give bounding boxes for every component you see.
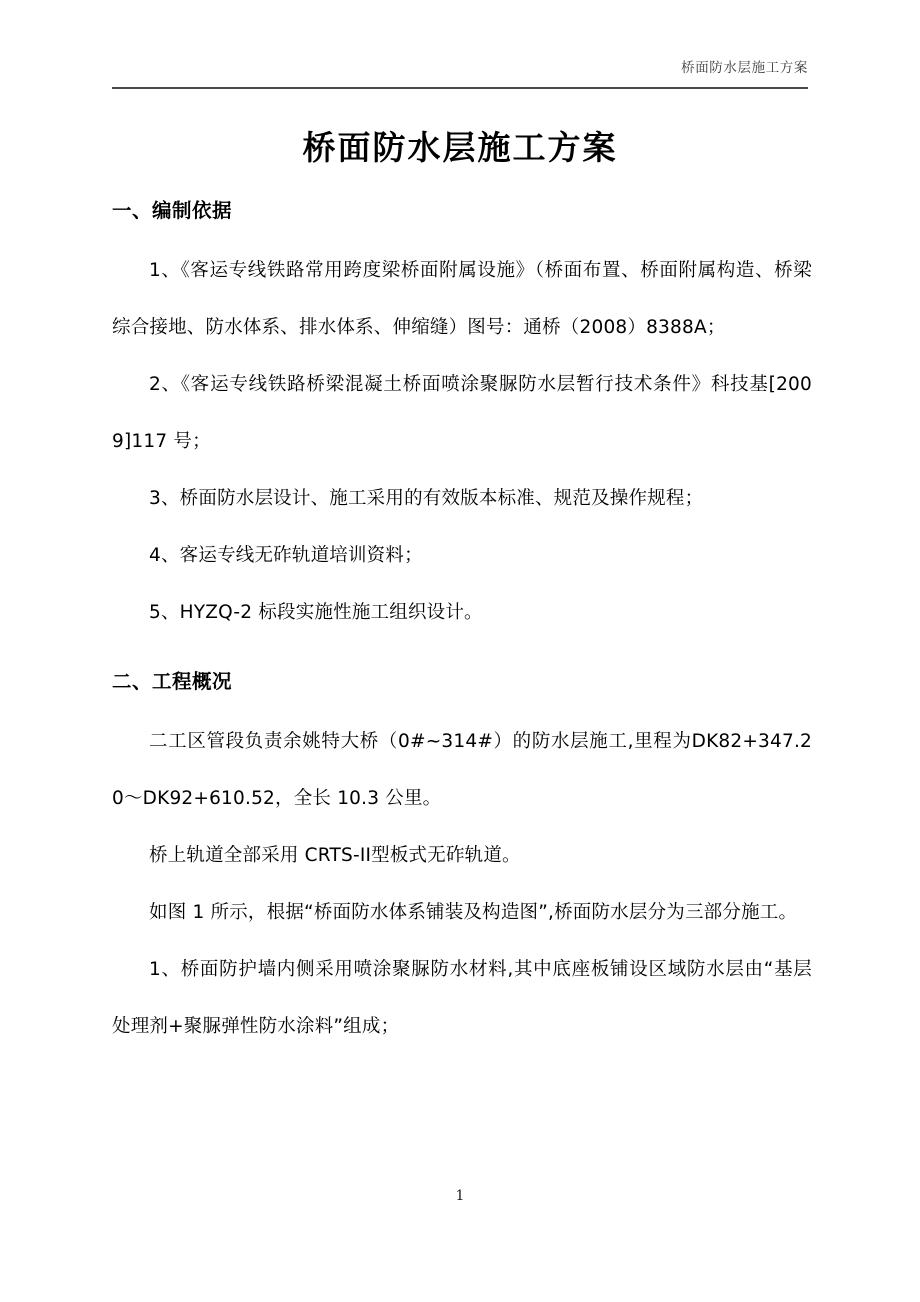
paragraph-2-3: 如图 1 所示，根据“桥面防水体系铺装及构造图”,桥面防水层分为三部分施工。 [149, 902, 798, 923]
page-title: 桥面防水层施工方案 [302, 128, 618, 167]
paragraph-2-2: 桥上轨道全部采用 CRTS-II型板式无砟轨道。 [149, 845, 521, 866]
document-body [112, 192, 812, 1055]
paragraph-1-1: 1、《客运专线铁路常用跨度梁桥面附属设施》（桥面布置、桥面附属构造、桥梁综合接地、防水体系、排水体系、伸缩缝）图号：通桥（2008）8388A； [112, 260, 812, 338]
section-heading-1: 一、编制依据 [112, 199, 233, 222]
page-header [112, 58, 808, 89]
spacer [112, 701, 812, 713]
paragraph-1-4: 4、客运专线无砟轨道培训资料； [149, 545, 423, 566]
header-divider [112, 87, 808, 89]
paragraph-2-4: 1、桥面防护墙内侧采用喷涂聚脲防水材料,其中底座板铺设区域防水层由“基层处理剂+聚脲弹性防水涂料”组成； [112, 959, 812, 1037]
spacer [112, 641, 812, 663]
header-title: 桥面防水层施工方案 [681, 60, 808, 76]
paragraph-1-2: 2、《客运专线铁路桥梁混凝土桥面喷涂聚脲防水层暂行技术条件》科技基[2009]117 号； [112, 374, 812, 452]
paragraph-1-5: 5、HYZQ-2 标段实施性施工组织设计。 [149, 602, 483, 623]
spacer [112, 230, 812, 242]
section-heading-2: 二、工程概况 [112, 670, 233, 693]
paragraph-1-3: 3、桥面防水层设计、施工采用的有效版本标准、规范及操作规程； [149, 488, 704, 509]
paragraph-2-1: 二工区管段负责余姚特大桥（0#~314#）的防水层施工,里程为DK82+347.20～DK92+610.52，全长 10.3 公里。 [112, 731, 812, 809]
page-number: 1 [455, 1188, 465, 1204]
